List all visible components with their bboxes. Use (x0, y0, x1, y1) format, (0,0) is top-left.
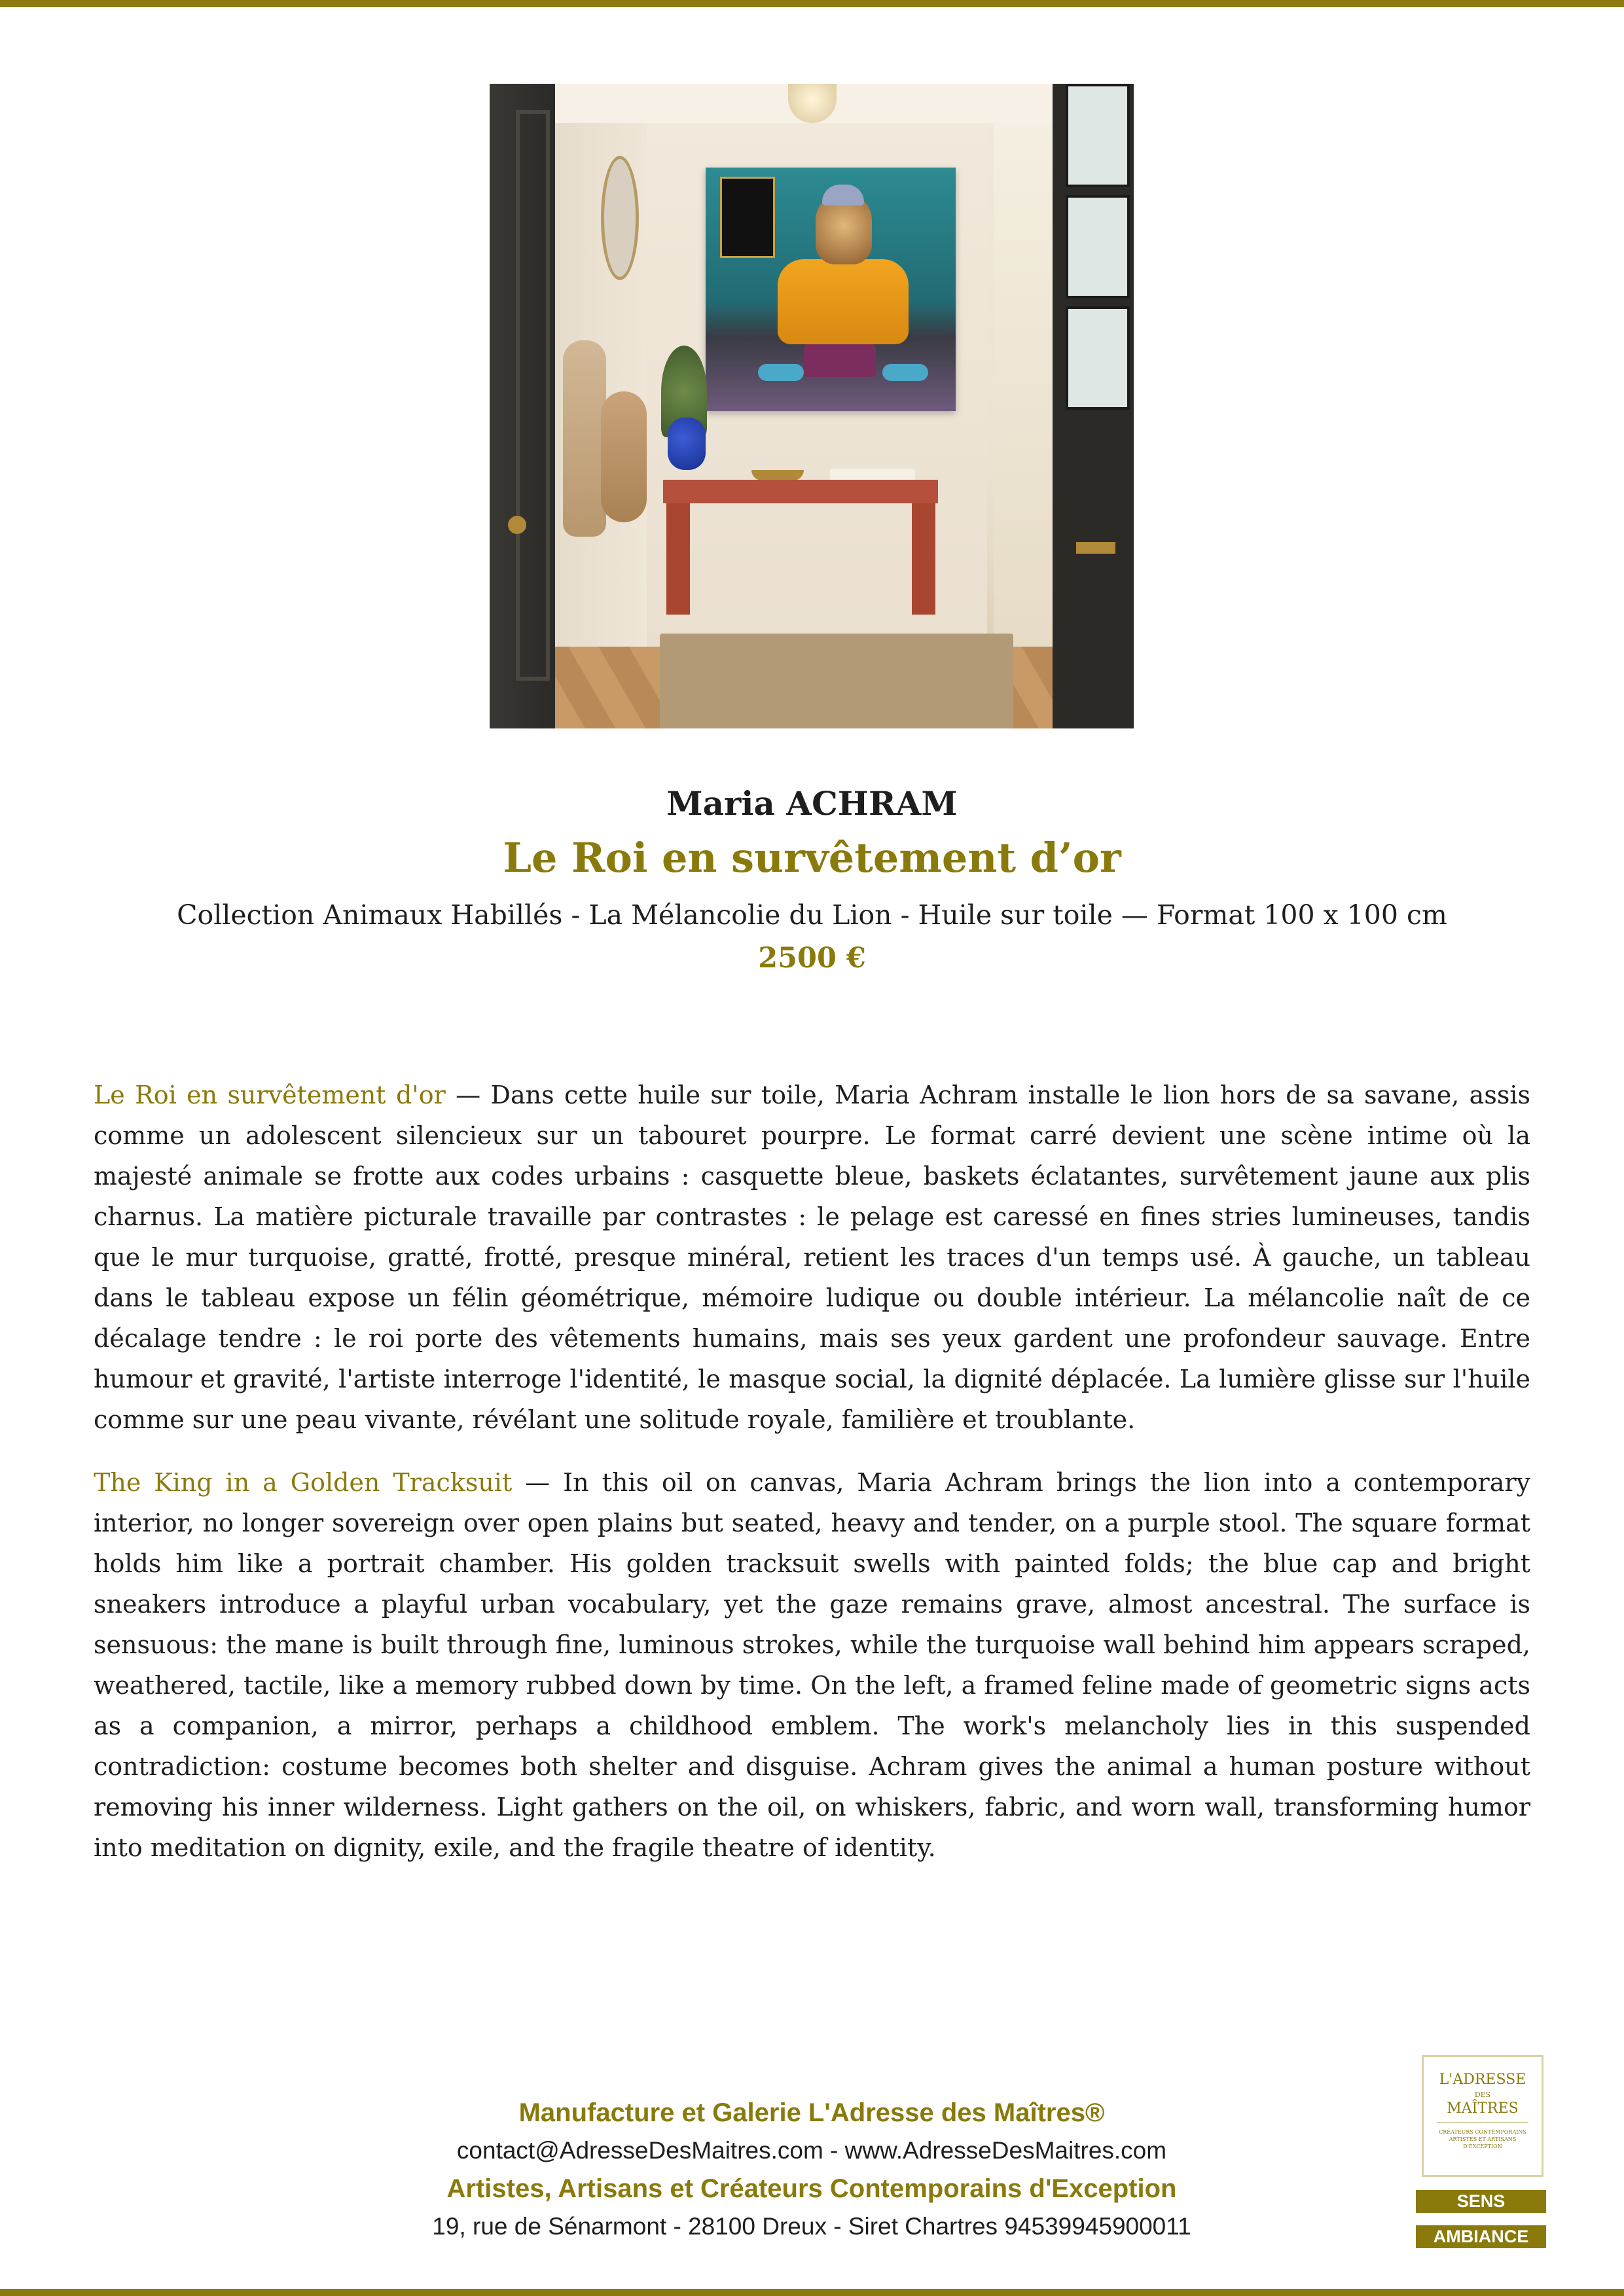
artwork-photo (490, 84, 1134, 728)
top-border-rule (0, 0, 1624, 7)
lion-painting (706, 168, 956, 411)
description-french-lead: Le Roi en survêtement d'or (94, 1081, 446, 1109)
door-right (1053, 84, 1134, 728)
logo-line-3: MAÎTRES (1447, 2100, 1519, 2117)
console-leg (666, 503, 690, 615)
description-english-body: — In this oil on canvas, Maria Achram brings the lion into a contemporary interior, no longer sovereign over open plains but seated, heavy and tender, on a purple stool. The square format holds him like a portrait chamber. His golden tracksuit swells with painted folds; the blue cap and bright sneakers introduce a playful urban vocabulary, yet the gaze remains grave, almost ancestral. The surface is sensuous: the mane is built through fine, luminous strokes, while the turquoise wall behind him appears scraped, weathered, tactile, like a memory rubbed down by time. On the left, a framed feline made of geometric signs acts as a companion, a mirror, perhaps a childhood emblem. The work's melancholy lies in this suspended contradiction: costume becomes both shelter and disguise. Achram gives the animal a human posture without removing his inner wilderness. Light gathers on the oil, on whiskers, fabric, and worn wall, transforming humor into meditation on dignity, exile, and the fragile theatre of identity. (94, 1468, 1531, 1862)
console-table (663, 480, 938, 503)
door-panel (516, 110, 550, 681)
description-french (94, 1075, 1530, 1440)
footer-address: 19, rue de Sénarmont - 28100 Dreux - Siret Chartres 94539945900011 (432, 2213, 1191, 2240)
description-english-lead: The King in a Golden Tracksuit (94, 1468, 513, 1497)
sneaker-left (758, 364, 804, 381)
golden-tracksuit (778, 259, 909, 344)
door-left (490, 84, 555, 728)
jute-rug (660, 634, 1013, 728)
console-leg (912, 503, 935, 615)
hanging-coat (563, 340, 606, 537)
blue-vase (668, 418, 706, 470)
footer-tagline: Artistes, Artisans et Créateurs Contemporains d'Exception (446, 2174, 1177, 2203)
door-knob (508, 516, 526, 534)
door-glass-pane (1066, 306, 1130, 410)
logo-line-1: L'ADRESSE (1439, 2072, 1526, 2088)
photo-doorway-light (994, 123, 1053, 686)
mail-slot (1076, 542, 1115, 554)
artist-name: Maria ACHRAM (666, 784, 958, 823)
footer (367, 2094, 1257, 2246)
logo-line-2: DES (1474, 2090, 1491, 2099)
purple-stool (804, 344, 876, 377)
logo-line-4: CRÉATEURS CONTEMPORAINS ARTISTES ET ARTISANS D'EXCEPTION (1439, 2129, 1526, 2149)
logo-divider (1437, 2122, 1528, 2123)
door-glass-pane (1066, 84, 1130, 187)
gold-bowl (751, 470, 804, 480)
artwork-details: Collection Animaux Habillés - La Mélancolie du Lion - Huile sur toile — Format 100 x 100 cm (177, 899, 1447, 931)
tag-sens: SENS (1416, 2190, 1546, 2213)
artwork-price: 2500 € (758, 942, 866, 975)
framed-feline (720, 177, 775, 258)
open-book (830, 469, 915, 480)
tag-ambiance: AMBIANCE (1416, 2225, 1546, 2248)
gallery-logo (1422, 2055, 1543, 2177)
door-glass-pane (1066, 195, 1130, 298)
description-english (94, 1462, 1530, 1868)
footer-contact[interactable]: contact@AdresseDesMaitres.com - www.AdresseDesMaitres.com (456, 2137, 1167, 2164)
description-french-body: — Dans cette huile sur toile, Maria Achram installe le lion hors de sa savane, assis comme un adolescent silencieux sur un tabouret pourpre. Le format carré devient une scène intime où la majesté animale se frotte aux codes urbains : casquette bleue, baskets éclatantes, survêtement jaune aux plis charnus. La matière picturale travaille par contrastes : le pelage est caressé en fines stries lumineuses, tandis que le mur turquoise, gratté, frotté, presque minéral, retient les traces d'un temps usé. À gauche, un tableau dans le tableau expose un félin géométrique, mémoire ludique ou double intérieur. La mélancolie naît de ce décalage tendre : le roi porte des vêtements humains, mais ses yeux gardent une profondeur sauvage. Entre humour et gravité, l'artiste interroge l'identité, le masque social, la dignité déplacée. La lumière glisse sur l'huile comme sur une peau vivante, révélant une solitude royale, familière et troublante. (94, 1081, 1530, 1434)
round-mirror (601, 156, 639, 280)
blue-cap (822, 185, 864, 206)
footer-company: Manufacture et Galerie L'Adresse des Maîtres® (518, 2098, 1105, 2127)
sneaker-right (882, 364, 928, 381)
artwork-title: Le Roi en survêtement d’or (503, 834, 1121, 882)
hanging-bag (601, 391, 647, 522)
bottom-border-rule (0, 2289, 1624, 2296)
